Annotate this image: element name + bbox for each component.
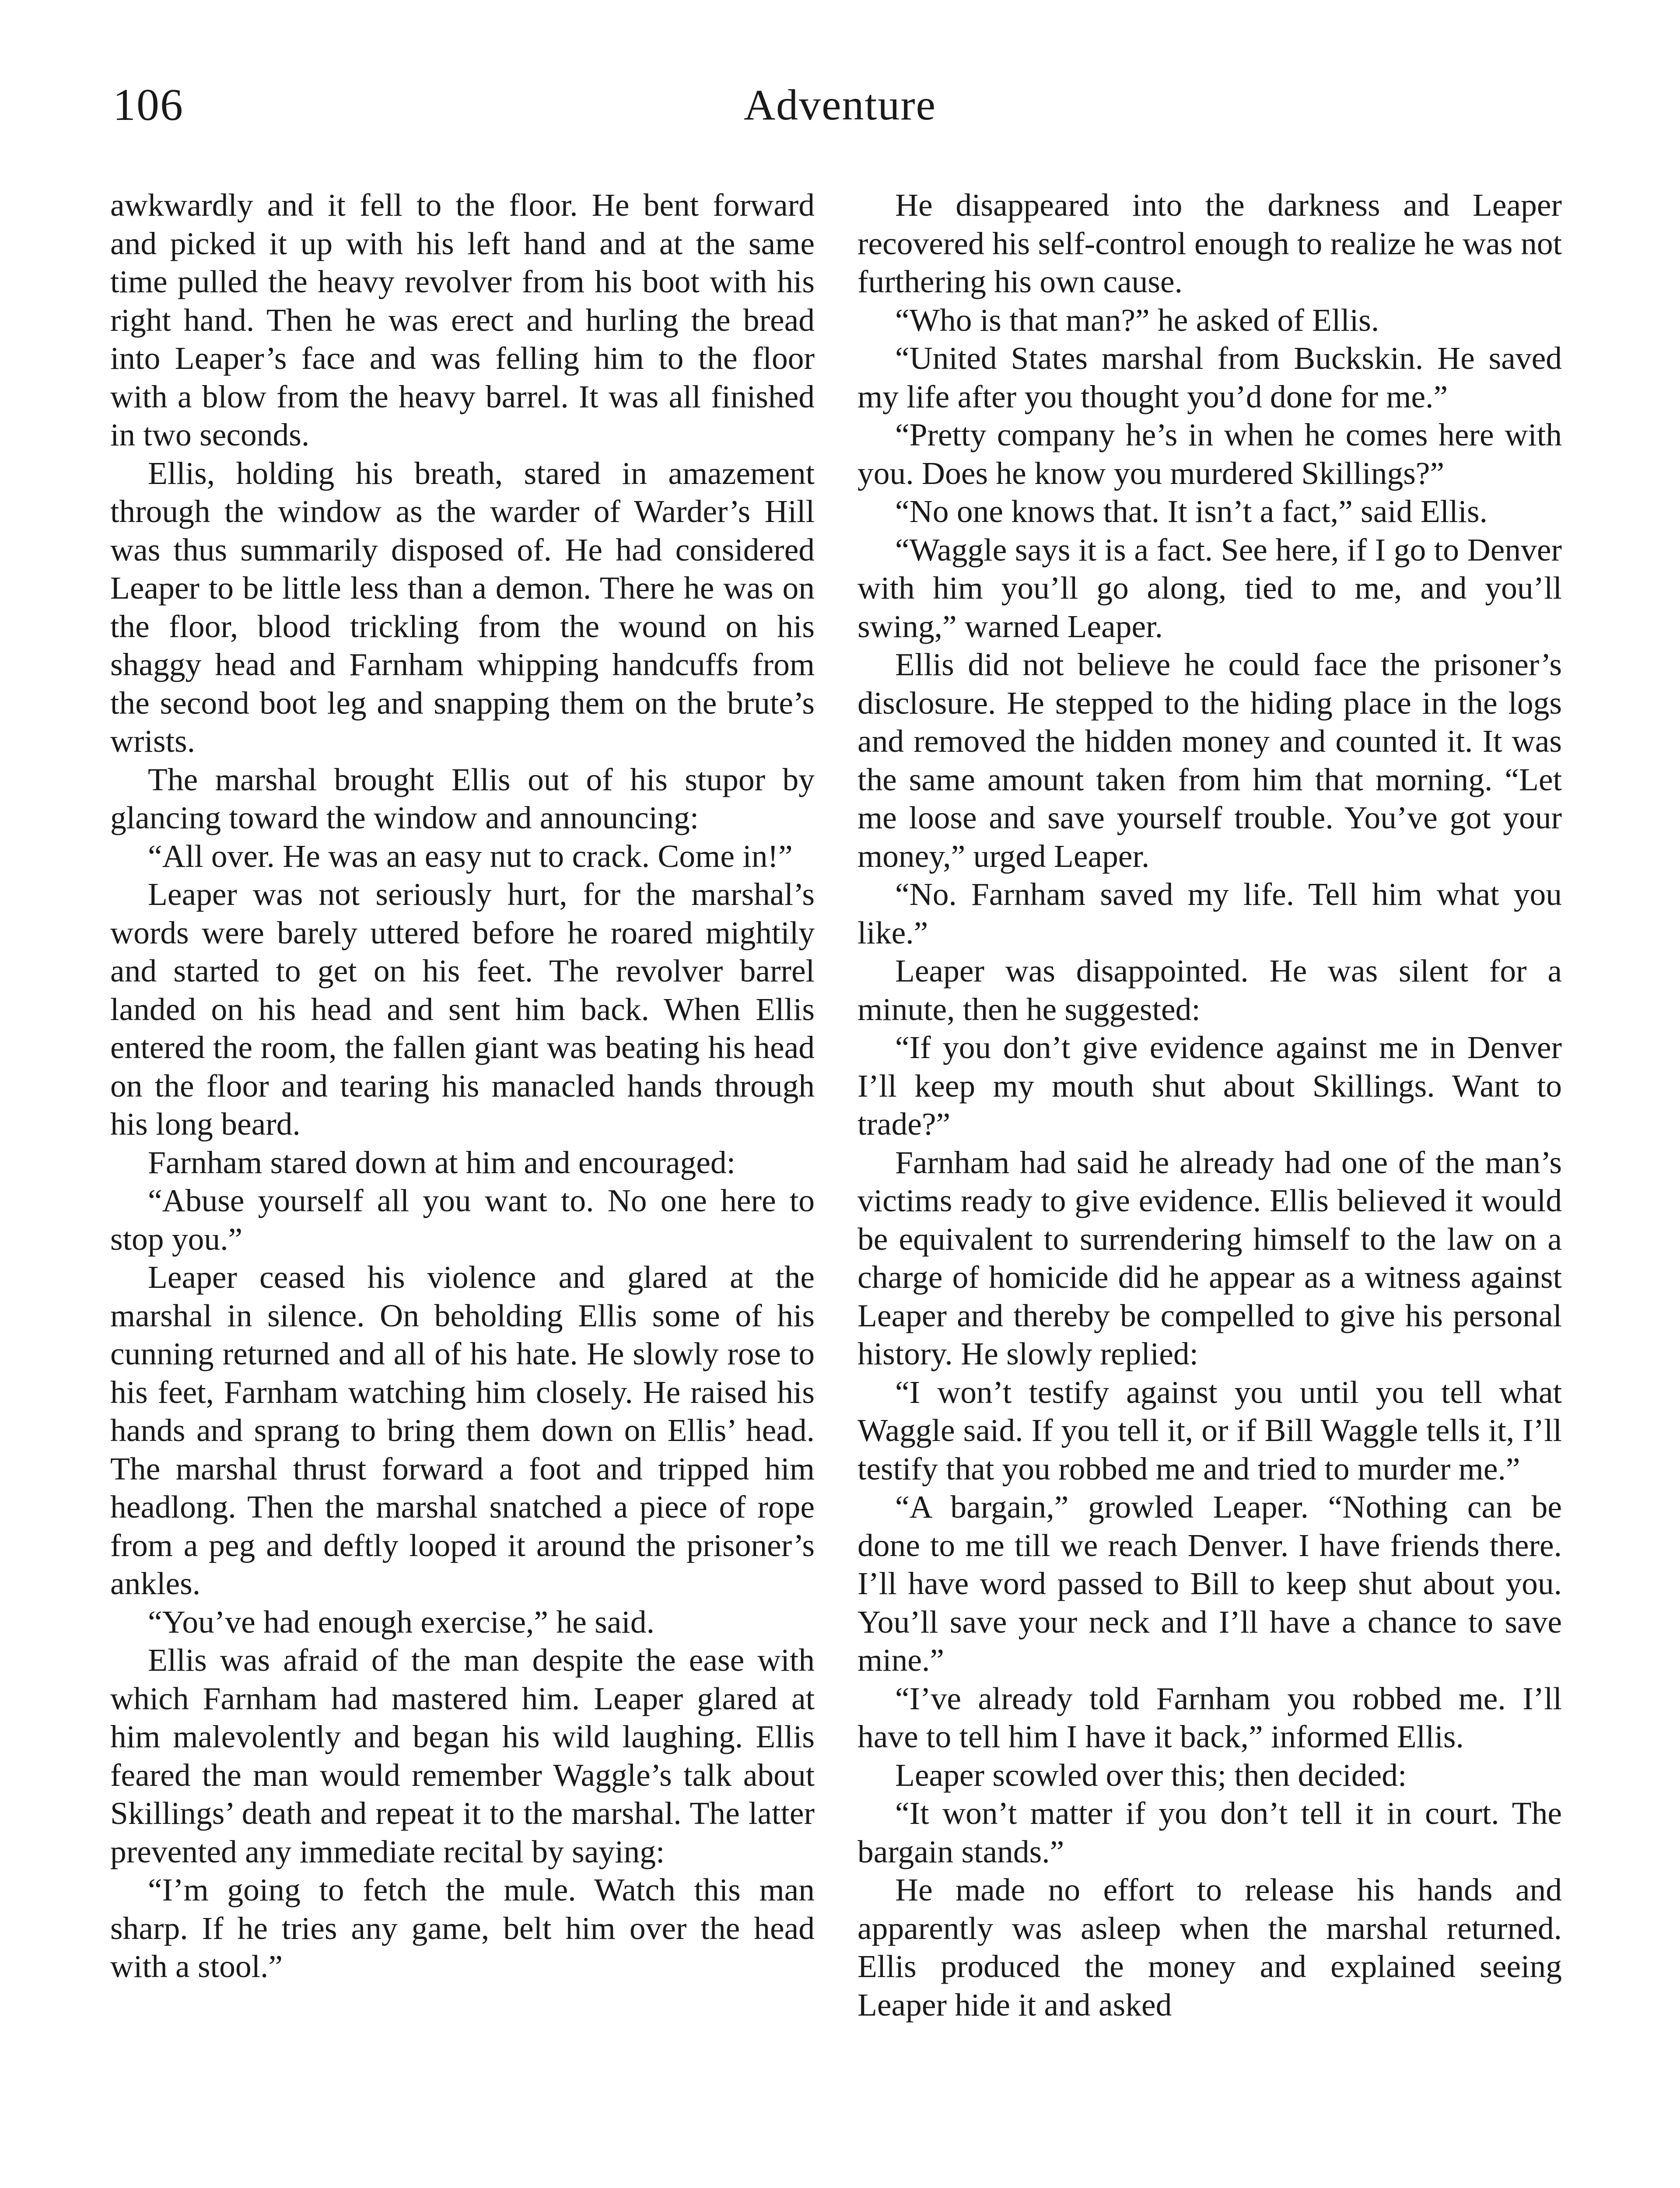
paragraph: “United States marshal from Buckskin. He saved my life after you thought you’d done for me.”	[858, 340, 1562, 414]
paragraph: “Pretty company he’s in when he comes here with you. Does he know you murdered Skillings?”	[858, 417, 1562, 491]
page-number: 106	[113, 80, 184, 130]
paragraph: “No one knows that. It isn’t a fact,” said Ellis.	[895, 494, 1488, 529]
paragraph: “It won’t matter if you don’t tell it in court. The bargain stands.”	[858, 1795, 1562, 1869]
paragraph: “I’m going to fetch the mule. Watch this man sharp. If he tries any game, belt him over the head with a stool.”	[110, 1872, 815, 1984]
paragraph: Ellis was afraid of the man despite the ease with which Farnham had mastered him. Leaper glared at him malevolently and began his wild laughing. Ellis feared the man would remember Waggle’s talk about Skillings’ death and repeat it to the marshal. The latter prevented any immediate recital by saying:	[110, 1642, 815, 1869]
paragraph: “A bargain,” growled Leaper. “Nothing can be done to me till we reach Denver. I have friends there. I’ll have word passed to Bill to keep shut about you. You’ll save your neck and I’ll have a chance to save mine.”	[858, 1489, 1562, 1678]
paragraph: “I’ve already told Farnham you robbed me. I’ll have to tell him I have it back,” informed Ellis.	[858, 1680, 1562, 1754]
paragraph: “I won’t testify against you until you tell what Waggle said. If you tell it, or if Bill Waggle tells it, I’ll testify that you robbed me and tried to murder me.”	[858, 1374, 1562, 1487]
paragraph: Leaper scowled over this; then decided:	[895, 1757, 1407, 1793]
paragraph: “Waggle says it is a fact. See here, if I go to Denver with him you’ll go along, tied to me, and you’ll swing,” warned Leaper.	[858, 532, 1562, 644]
running-title: Adventure	[743, 81, 937, 129]
paragraph: The marshal brought Ellis out of his stupor by glancing toward the window and announcing:	[110, 761, 815, 835]
left-column	[110, 186, 815, 1986]
paragraph: “If you don’t give evidence against me in Denver I’ll keep my mouth shut about Skillings. Want to trade?”	[858, 1030, 1562, 1142]
paragraph: Ellis, holding his breath, stared in amazement through the window as the warder of Warder’s Hill was thus summarily disposed of. He had considered Leaper to be little less than a demon. There he was on the floor, blood trickling from the wound on his shaggy head and Farnham whipping handcuffs from the second boot leg and snapping them on the brute’s wrists.	[110, 455, 815, 759]
paragraph: “You’ve had enough exercise,” he said.	[148, 1604, 654, 1640]
paragraph: Leaper was disappointed. He was silent for a minute, then he suggested:	[858, 953, 1562, 1027]
paragraph: Farnham stared down at him and encouraged:	[148, 1144, 735, 1180]
right-column	[858, 186, 1562, 2024]
paragraph: “Who is that man?” he asked of Ellis.	[895, 302, 1379, 338]
paragraph: “No. Farnham saved my life. Tell him what you like.”	[858, 877, 1562, 950]
paragraph: Ellis did not believe he could face the prisoner’s disclosure. He stepped to the hiding place in the logs and removed the hidden money and counted it. It was the same amount taken from him that morning. “Let me loose and save yourself trouble. You’ve got your money,” urged Leaper.	[858, 647, 1562, 874]
paragraph: “Abuse yourself all you want to. No one here to stop you.”	[110, 1183, 815, 1257]
paragraph: He made no effort to release his hands and apparently was asleep when the marshal returned. Ellis produced the money and explained seeing Leaper hide it and asked	[858, 1872, 1562, 2023]
paragraph: He disappeared into the darkness and Leaper recovered his self-control enough to realize he was not furthering his own cause.	[858, 187, 1562, 299]
paragraph: awkwardly and it fell to the floor. He bent forward and picked it up with his left hand and at the same time pulled the heavy revolver from his boot with his right hand. Then he was erect and hurling the bread into Leaper’s face and was felling him to the floor with a blow from the heavy barrel. It was all finished in two seconds.	[110, 187, 815, 452]
paragraph: Leaper was not seriously hurt, for the marshal’s words were barely uttered before he roared mightily and started to get on his feet. The revolver barrel landed on his head and sent him back. When Ellis entered the room, the fallen giant was beating his head on the floor and tearing his manacled hands through his long beard.	[110, 877, 815, 1142]
paragraph: Leaper ceased his violence and glared at the marshal in silence. On beholding Ellis some of his cunning returned and all of his hate. He slowly rose to his feet, Farnham watching him closely. He raised his hands and sprang to bring them down on Ellis’ head. The marshal thrust forward a foot and tripped him headlong. Then the marshal snatched a piece of rope from a peg and deftly looped it around the prisoner’s ankles.	[110, 1259, 815, 1601]
paragraph: “All over. He was an easy nut to crack. Come in!”	[148, 838, 793, 874]
paragraph: Farnham had said he already had one of the man’s victims ready to give evidence. Ellis believed it would be equivalent to surrendering himself to the law on a charge of homicide did he appear as a witness against Leaper and thereby be compelled to give his personal history. He slowly replied:	[858, 1144, 1562, 1371]
page-header	[0, 0, 1680, 144]
